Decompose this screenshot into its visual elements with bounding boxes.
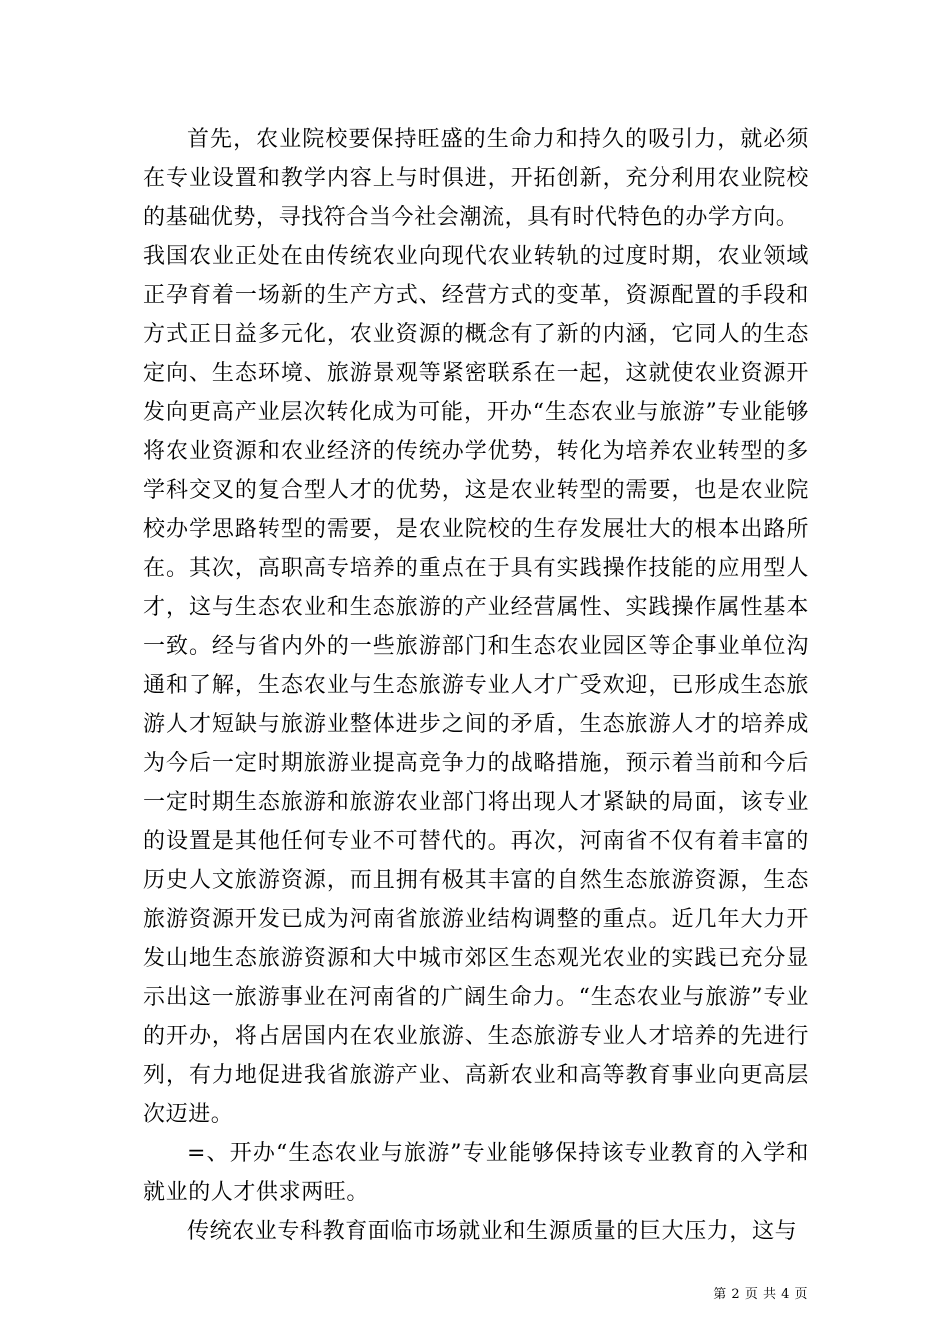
paragraph-1: 首先，农业院校要保持旺盛的生命力和持久的吸引力，就必须在专业设置和教学内容上与时俱进，开拓创新，充分利用农业院校的基础优势，寻找符合当今社会潮流，具有时代特色的办学方向。 (143, 127, 809, 230)
paragraph-4: 传统农业专科教育面临市场就业和生源质量的巨大压力，这与 (187, 1219, 798, 1244)
paragraph-2: 我国农业正处在由传统农业向现代农业转轨的过度时期，农业领域正孕育着一场新的生产方式、经营方式的变革，资源配置的手段和方式正日益多元化，农业资源的概念有了新的内涵，它同人的生态定向、生态环境、旅游景观等紧密联系在一起，这就使农业资源开发向更高产业层次转化成为可能，开办“生态农业与旅游”专业能够将农业资源和农业经济的传统办学优势，转化为培养农业转型的多学科交叉的复合型人才的优势，这是农业转型的需要，也是农业院校办学思路转型的需要，是农业院校的生存发展壮大的根本出路所在。其次，高职高专培养的重点在于具有实践操作技能的应用型人才，这与生态农业和生态旅游的产业经营属性、实践操作属性基本一致。经与省内外的一些旅游部门和生态农业园区等企事业单位沟通和了解，生态农业与生态旅游专业人才广受欢迎，已形成生态旅游人才短缺与旅游业整体进步之间的矛盾，生态旅游人才的培养成为今后一定时期旅游业提高竞争力的战略措施，预示着当前和今后一定时期生态旅游和旅游农业部门将出现人才紧缺的局面，该专业的设置是其他任何专业不可替代的。再次，河南省不仅有着丰富的历史人文旅游资源，而且拥有极其丰富的自然生态旅游资源，生态旅游资源开发已成为河南省旅游业结构调整的重点。近几年大力开发山地生态旅游资源和大中城市郊区生态观光农业的实践已充分显示出这一旅游事业在河南省的广阔生命力。“生态农业与旅游”专业的开办，将占居国内在农业旅游、生态旅游专业人才培养的先进行列，有力地促进我省旅游产业、高新农业和高等教育事业向更高层次迈进。 (143, 244, 809, 1127)
document-body (143, 120, 809, 1251)
page-number-footer: 第 2 页 共 4 页 (713, 1287, 808, 1302)
paragraph-3-section-heading: =、开办“生态农业与旅游”专业能够保持该专业教育的入学和就业的人才供求两旺。 (143, 1141, 809, 1205)
